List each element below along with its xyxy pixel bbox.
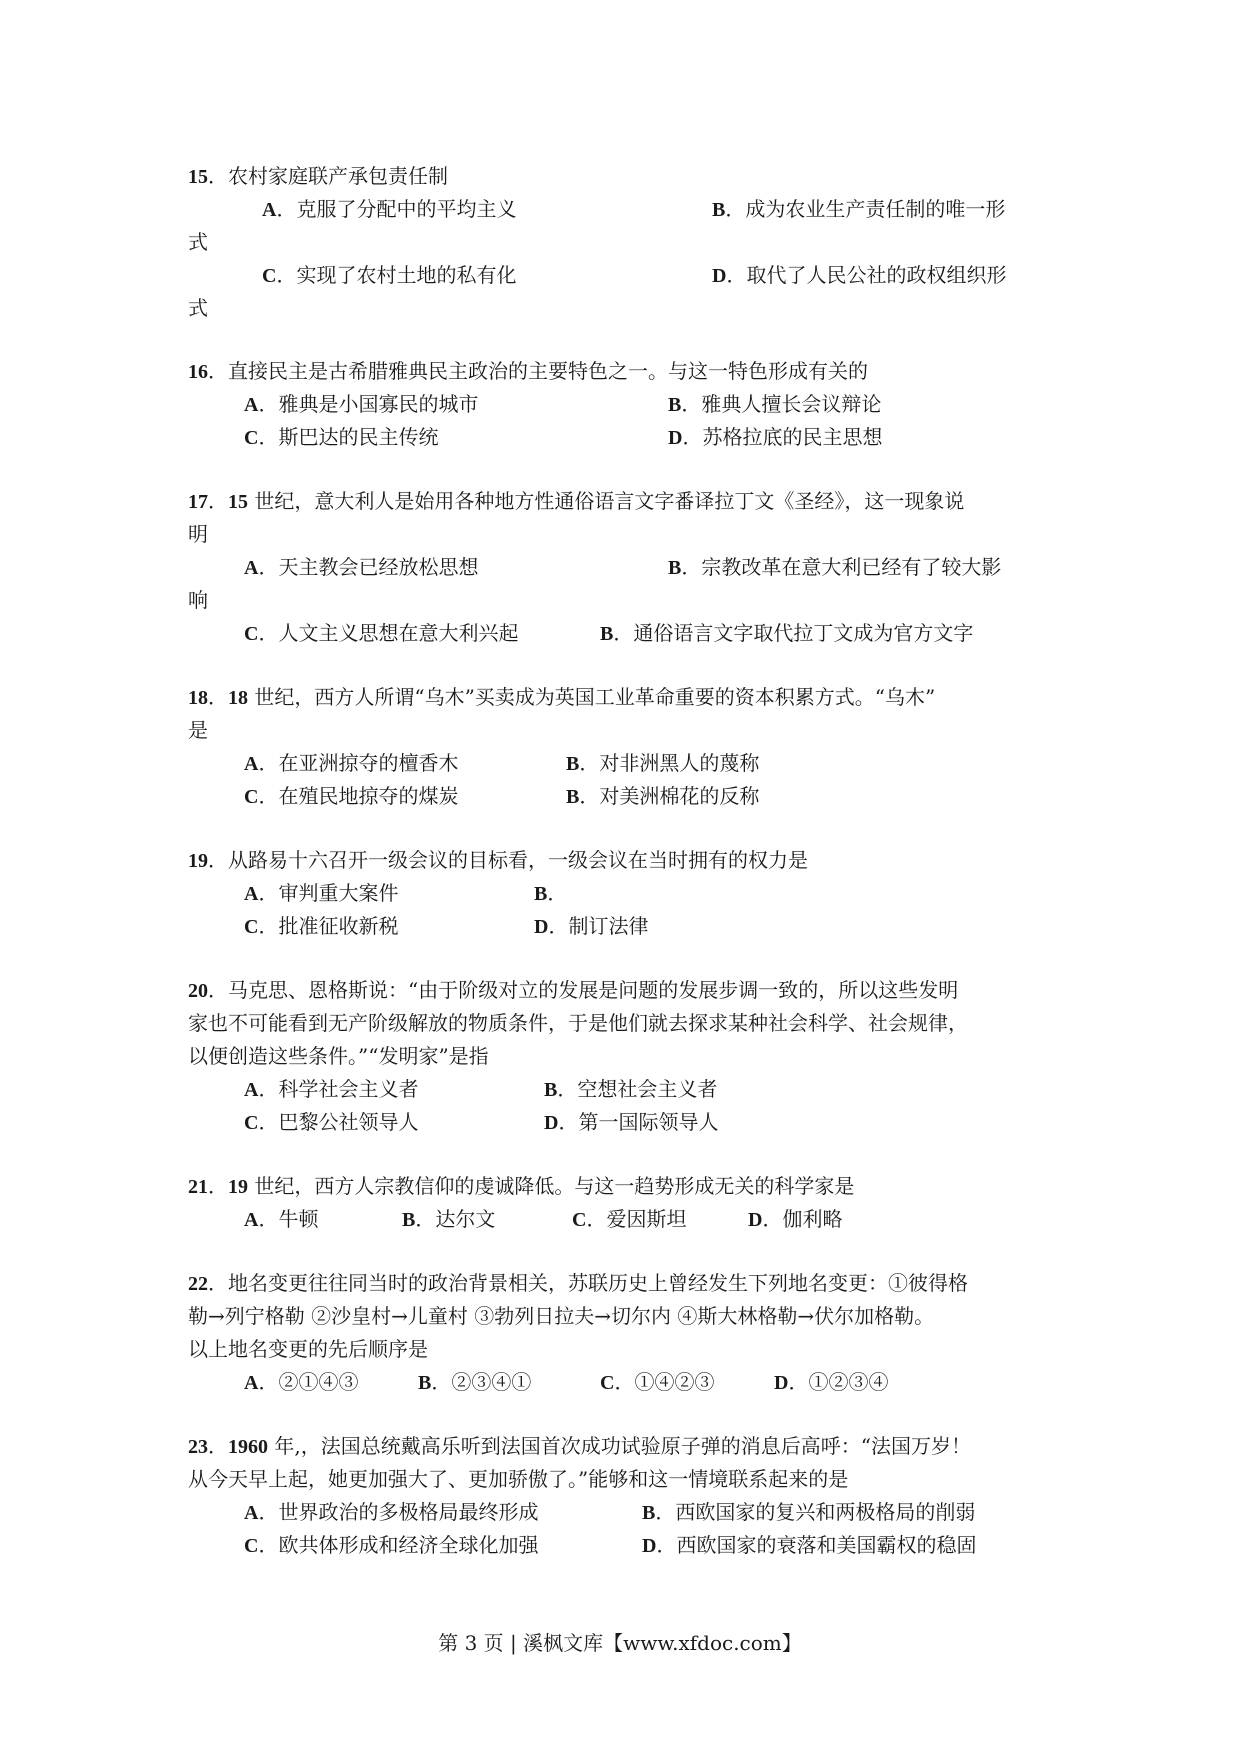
question-text: ．马克思、恩格斯说：“由于阶级对立的发展是问题的发展步调一致的，所以这些发明 xyxy=(208,978,959,1002)
option-label: C xyxy=(572,1209,587,1231)
option-label: A xyxy=(244,883,259,905)
century-number: 15 xyxy=(228,491,248,513)
question-20-stem-line-2: 家也不可能看到无产阶级解放的物质条件，于是他们就去探求某种社会科学、社会规律， xyxy=(188,1011,968,1035)
question-15-option-d-wrap: 式 xyxy=(188,296,208,320)
option-label: B xyxy=(418,1372,432,1394)
question-17-option-a xyxy=(244,554,478,581)
question-22-stem-line-3: 以上地名变更的先后顺序是 xyxy=(188,1337,428,1361)
option-text: ．通俗语言文字取代拉丁文成为官方文字 xyxy=(613,621,974,645)
question-22-stem-line-2: 勒→列宁格勒 ②沙皇村→儿童村 ③勃列日拉夫→切尔内 ④斯大林格勒→伏尔加格勒。 xyxy=(188,1304,935,1328)
option-text: ．取代了人民公社的政权组织形 xyxy=(726,263,1007,287)
question-21-stem xyxy=(188,1173,854,1200)
question-22-stem xyxy=(188,1270,968,1297)
option-label: B xyxy=(402,1209,416,1231)
option-text: ．人文主义思想在意大利兴起 xyxy=(258,621,519,645)
question-number: 19 xyxy=(188,850,208,872)
option-text: ．欧共体形成和经济全球化加强 xyxy=(258,1533,539,1557)
option-text: ．成为农业生产责任制的唯一形 xyxy=(725,197,1006,221)
question-16-option-a xyxy=(244,391,478,418)
question-text: 年,，法国总统戴高乐听到法国首次成功试验原子弹的消息后高呼：“法国万岁！ xyxy=(268,1434,971,1458)
separator: ． xyxy=(208,1174,228,1198)
question-23-option-b xyxy=(642,1499,975,1526)
question-23-option-c xyxy=(244,1532,538,1559)
question-23-stem xyxy=(188,1433,971,1460)
question-number: 21 xyxy=(188,1176,208,1198)
question-17-stem xyxy=(188,488,964,515)
question-20-option-b xyxy=(544,1076,717,1103)
question-23-option-a xyxy=(244,1499,538,1526)
option-text: ．对非洲黑人的蔑称 xyxy=(579,751,760,775)
separator: ． xyxy=(208,1434,228,1458)
option-label: A xyxy=(244,1372,259,1394)
question-18-option-c xyxy=(244,783,458,810)
question-16-option-b xyxy=(668,391,881,418)
separator: ． xyxy=(208,489,228,513)
option-label: D xyxy=(642,1535,657,1557)
question-17-option-c xyxy=(244,620,518,647)
question-20-option-c xyxy=(244,1109,418,1136)
question-21-option-b xyxy=(402,1206,495,1233)
question-16-option-d xyxy=(668,424,882,451)
question-19-option-b xyxy=(534,880,567,907)
option-text: ．①②③④ xyxy=(788,1370,889,1394)
question-18-stem-wrap: 是 xyxy=(188,718,208,742)
question-number: 16 xyxy=(188,361,208,383)
option-label: C xyxy=(244,427,259,449)
option-label: C xyxy=(244,786,259,808)
question-text: 世纪，西方人宗教信仰的虔诚降低。与这一趋势形成无关的科学家是 xyxy=(248,1174,855,1198)
question-number: 20 xyxy=(188,980,208,1002)
option-label: B xyxy=(600,623,614,645)
option-label: D xyxy=(774,1372,789,1394)
question-15-option-b-wrap: 式 xyxy=(188,230,208,254)
option-text: ．伽利略 xyxy=(762,1207,843,1231)
option-text: ．爱因斯坦 xyxy=(586,1207,687,1231)
option-text: ．实现了农村土地的私有化 xyxy=(276,263,517,287)
option-text: ．批准征收新税 xyxy=(258,914,399,938)
question-17-option-b-wrap: 响 xyxy=(188,588,208,612)
option-label: B xyxy=(642,1502,656,1524)
option-text: ． xyxy=(547,881,568,905)
question-23-option-d xyxy=(642,1532,976,1559)
question-17-option-d xyxy=(600,620,973,647)
separator: ． xyxy=(208,685,228,709)
option-label: C xyxy=(244,916,259,938)
question-number: 18 xyxy=(188,687,208,709)
question-20-option-d xyxy=(544,1109,718,1136)
question-19-option-d xyxy=(534,913,648,940)
option-text: ．宗教改革在意大利已经有了较大影 xyxy=(681,555,1002,579)
question-text: 世纪，意大利人是始用各种地方性通俗语言文字番译拉丁文《圣经》，这一现象说 xyxy=(248,489,965,513)
option-text: ．巴黎公社领导人 xyxy=(258,1110,419,1134)
option-text: ．雅典人擅长会议辩论 xyxy=(681,392,882,416)
question-22-option-b xyxy=(418,1369,531,1396)
page-footer: 第 3 页 | 溪枫文库【www.xfdoc.com】 xyxy=(438,1631,802,1655)
option-text: ．科学社会主义者 xyxy=(258,1077,419,1101)
question-19-stem xyxy=(188,847,808,874)
option-text: ．雅典是小国寡民的城市 xyxy=(258,392,479,416)
option-label: C xyxy=(244,1112,259,1134)
option-text: ．斯巴达的民主传统 xyxy=(258,425,439,449)
question-18-option-d xyxy=(566,783,759,810)
option-text: ．牛顿 xyxy=(258,1207,319,1231)
option-label: D xyxy=(712,265,727,287)
question-text: ．地名变更往往同当时的政治背景相关，苏联历史上曾经发生下列地名变更：①彼得格 xyxy=(208,1271,968,1295)
option-text: ．对美洲棉花的反称 xyxy=(579,784,760,808)
option-label: D xyxy=(668,427,683,449)
option-text: ．空想社会主义者 xyxy=(557,1077,718,1101)
option-label: A xyxy=(244,1502,259,1524)
option-label: C xyxy=(600,1372,615,1394)
question-18-option-a xyxy=(244,750,458,777)
question-19-option-c xyxy=(244,913,398,940)
option-label: A xyxy=(262,199,277,221)
question-text: 世纪，西方人所谓“乌木”买卖成为英国工业革命重要的资本积累方式。“乌木” xyxy=(248,685,936,709)
question-20-stem xyxy=(188,977,958,1004)
question-22-option-a xyxy=(244,1369,358,1396)
option-label: B xyxy=(534,883,548,905)
question-17-option-b xyxy=(668,554,1001,581)
option-label: B xyxy=(668,394,682,416)
question-number: 23 xyxy=(188,1436,208,1458)
question-15-option-b xyxy=(712,196,1005,223)
option-text: ．①④②③ xyxy=(614,1370,715,1394)
question-number: 17 xyxy=(188,491,208,513)
option-label: A xyxy=(244,1079,259,1101)
question-22-option-c xyxy=(600,1369,714,1396)
option-label: A xyxy=(244,557,259,579)
option-text: ．制订法律 xyxy=(548,914,649,938)
option-label: B xyxy=(566,786,580,808)
option-label: D xyxy=(534,916,549,938)
question-17-stem-wrap: 明 xyxy=(188,522,208,546)
option-label: A xyxy=(244,1209,259,1231)
question-15-option-c xyxy=(262,262,516,289)
option-label: B xyxy=(712,199,726,221)
option-text: ．世界政治的多极格局最终形成 xyxy=(258,1500,539,1524)
question-text: ．直接民主是古希腊雅典民主政治的主要特色之一。与这一特色形成有关的 xyxy=(208,359,868,383)
question-21-option-c xyxy=(572,1206,686,1233)
question-15-option-d xyxy=(712,262,1006,289)
century-number: 18 xyxy=(228,687,248,709)
option-label: A xyxy=(244,753,259,775)
option-label: B xyxy=(544,1079,558,1101)
option-text: ．西欧国家的复兴和两极格局的削弱 xyxy=(655,1500,976,1524)
option-label: C xyxy=(244,1535,259,1557)
option-text: ．西欧国家的衰落和美国霸权的稳固 xyxy=(656,1533,977,1557)
option-label: B xyxy=(668,557,682,579)
option-text: ．克服了分配中的平均主义 xyxy=(276,197,517,221)
question-21-option-d xyxy=(748,1206,842,1233)
option-text: ．②③④① xyxy=(431,1370,532,1394)
question-number: 15 xyxy=(188,166,208,188)
question-20-stem-line-3: 以便创造这些条件。”“发明家”是指 xyxy=(188,1044,489,1068)
option-label: B xyxy=(566,753,580,775)
option-text: ．②①④③ xyxy=(258,1370,359,1394)
question-18-stem xyxy=(188,684,935,711)
century-number: 19 xyxy=(228,1176,248,1198)
question-20-option-a xyxy=(244,1076,418,1103)
question-23-stem-line-2: 从今天早上起，她更加强大了、更加骄傲了。”能够和这一情境联系起来的是 xyxy=(188,1467,849,1491)
option-text: ．苏格拉底的民主思想 xyxy=(682,425,883,449)
option-label: D xyxy=(544,1112,559,1134)
option-label: A xyxy=(244,394,259,416)
option-text: ．在殖民地掠夺的煤炭 xyxy=(258,784,459,808)
question-15-option-a xyxy=(262,196,516,223)
question-22-option-d xyxy=(774,1369,888,1396)
option-text: ．审判重大案件 xyxy=(258,881,399,905)
option-label: C xyxy=(244,623,259,645)
question-16-stem xyxy=(188,358,868,385)
option-text: ．天主教会已经放松思想 xyxy=(258,555,479,579)
question-18-option-b xyxy=(566,750,759,777)
question-15-stem xyxy=(188,163,448,190)
option-label: C xyxy=(262,265,277,287)
option-label: D xyxy=(748,1209,763,1231)
option-text: ．达尔文 xyxy=(415,1207,496,1231)
option-text: ．第一国际领导人 xyxy=(558,1110,719,1134)
year-number: 1960 xyxy=(228,1436,268,1458)
question-number: 22 xyxy=(188,1273,208,1295)
question-19-option-a xyxy=(244,880,398,907)
question-21-option-a xyxy=(244,1206,318,1233)
question-16-option-c xyxy=(244,424,438,451)
question-text: ．从路易十六召开一级会议的目标看，一级会议在当时拥有的权力是 xyxy=(208,848,808,872)
question-text: ．农村家庭联产承包责任制 xyxy=(208,164,448,188)
option-text: ．在亚洲掠夺的檀香木 xyxy=(258,751,459,775)
